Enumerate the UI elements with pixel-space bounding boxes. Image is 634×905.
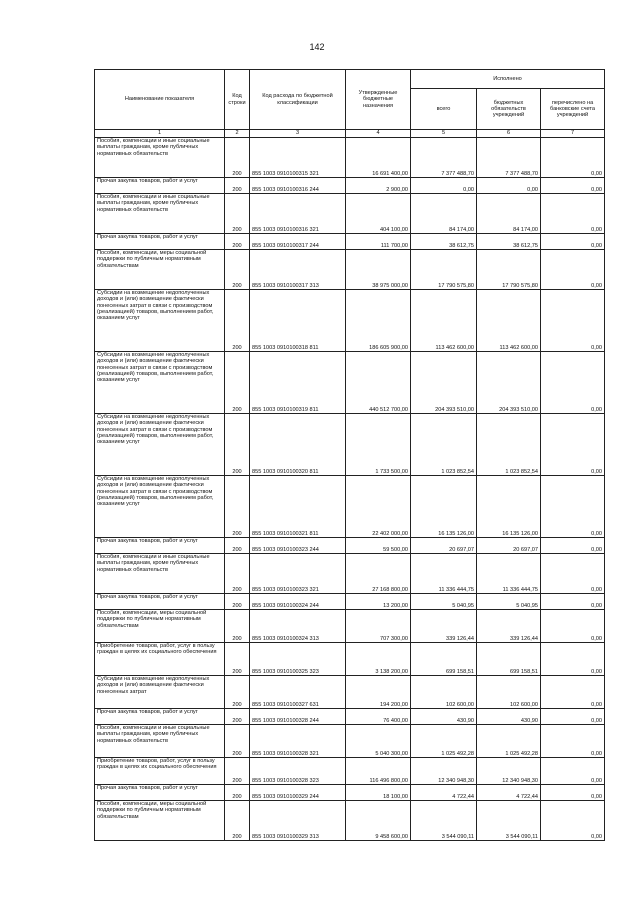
column-number: 1	[95, 130, 225, 138]
table-row	[95, 538, 605, 554]
table-row	[95, 676, 605, 709]
row-budget-cell: 17 790 575,80	[477, 250, 541, 290]
row-bank-cell: 0,00	[541, 709, 605, 725]
row-kbk-cell: 855 1003 0910100321 811	[250, 476, 346, 538]
row-budget-cell: 113 462 600,00	[477, 290, 541, 352]
header-bank-accounts: перечислено на банковские счета учреждений	[541, 89, 605, 130]
row-budget-cell: 430,90	[477, 709, 541, 725]
row-code-cell: 200	[225, 758, 250, 785]
row-kbk-cell: 855 1003 0910100328 321	[250, 725, 346, 758]
row-budget-cell: 4 722,44	[477, 785, 541, 801]
column-number: 3	[250, 130, 346, 138]
row-bank-cell: 0,00	[541, 178, 605, 194]
table-row	[95, 725, 605, 758]
row-code-cell: 200	[225, 178, 250, 194]
row-total-cell: 204 393 510,00	[411, 352, 477, 414]
header-executed: Исполнено	[411, 70, 605, 89]
row-bank-cell: 0,00	[541, 538, 605, 554]
row-approved-cell: 1 733 500,00	[346, 414, 411, 476]
row-budget-cell: 11 336 444,75	[477, 554, 541, 594]
column-number: 5	[411, 130, 477, 138]
row-bank-cell: 0,00	[541, 785, 605, 801]
row-bank-cell: 0,00	[541, 414, 605, 476]
row-budget-cell: 1 025 492,28	[477, 725, 541, 758]
row-budget-cell: 339 126,44	[477, 610, 541, 643]
row-bank-cell: 0,00	[541, 476, 605, 538]
row-total-cell: 102 600,00	[411, 676, 477, 709]
row-budget-cell: 84 174,00	[477, 194, 541, 234]
row-bank-cell: 0,00	[541, 758, 605, 785]
row-total-cell: 7 377 488,70	[411, 138, 477, 178]
row-name-cell: Прочая закупка товаров, работ и услуг	[95, 234, 225, 250]
row-bank-cell: 0,00	[541, 594, 605, 610]
row-approved-cell: 186 605 900,00	[346, 290, 411, 352]
row-kbk-cell: 855 1003 0910100325 323	[250, 643, 346, 676]
row-approved-cell: 76 400,00	[346, 709, 411, 725]
row-kbk-cell: 855 1003 0910100315 321	[250, 138, 346, 178]
table-row	[95, 290, 605, 352]
row-approved-cell: 707 300,00	[346, 610, 411, 643]
row-budget-cell: 20 697,07	[477, 538, 541, 554]
header-kbk: Код расхода по бюджетной классификации	[250, 70, 346, 130]
row-kbk-cell: 855 1003 0910100316 321	[250, 194, 346, 234]
row-code-cell: 200	[225, 414, 250, 476]
row-approved-cell: 5 040 300,00	[346, 725, 411, 758]
row-bank-cell: 0,00	[541, 194, 605, 234]
budget-execution-table	[94, 69, 605, 841]
row-budget-cell: 1 023 852,54	[477, 414, 541, 476]
row-name-cell: Субсидии на возмещение недополученных доходов и (или) возмещение фактически понесенных затрат в связи с производством (реализацией) товаров, выполнением работ, оказанием услуг	[95, 290, 225, 352]
row-budget-cell: 3 544 090,11	[477, 801, 541, 841]
row-code-cell: 200	[225, 709, 250, 725]
table-row	[95, 352, 605, 414]
header-total: всего	[411, 89, 477, 130]
row-budget-cell: 12 340 948,30	[477, 758, 541, 785]
row-code-cell: 200	[225, 234, 250, 250]
table-row	[95, 643, 605, 676]
row-budget-cell: 7 377 488,70	[477, 138, 541, 178]
row-kbk-cell: 855 1003 0910100328 244	[250, 709, 346, 725]
header-code: Код строки	[225, 70, 250, 130]
row-kbk-cell: 855 1003 0910100324 313	[250, 610, 346, 643]
row-code-cell: 200	[225, 801, 250, 841]
table-row	[95, 785, 605, 801]
row-kbk-cell: 855 1003 0910100323 244	[250, 538, 346, 554]
row-code-cell: 200	[225, 194, 250, 234]
row-name-cell: Субсидии на возмещение недополученных доходов и (или) возмещение фактически понесенных затрат в связи с производством (реализацией) товаров, выполнением работ, оказанием услуг	[95, 476, 225, 538]
row-budget-cell: 204 393 510,00	[477, 352, 541, 414]
header-approved: Утвержденные бюджетные назначения	[346, 70, 411, 130]
row-name-cell: Приобретение товаров, работ, услуг в пользу граждан в целях их социального обеспечения	[95, 643, 225, 676]
column-number: 6	[477, 130, 541, 138]
row-name-cell: Пособия, компенсации и иные социальные выплаты гражданам, кроме публичных нормативных обязательств	[95, 725, 225, 758]
row-bank-cell: 0,00	[541, 234, 605, 250]
row-bank-cell: 0,00	[541, 554, 605, 594]
row-bank-cell: 0,00	[541, 643, 605, 676]
row-bank-cell: 0,00	[541, 250, 605, 290]
row-kbk-cell: 855 1003 0910100316 244	[250, 178, 346, 194]
row-budget-cell: 102 600,00	[477, 676, 541, 709]
row-kbk-cell: 855 1003 0910100317 244	[250, 234, 346, 250]
row-budget-cell: 16 135 126,00	[477, 476, 541, 538]
row-approved-cell: 22 402 000,00	[346, 476, 411, 538]
row-bank-cell: 0,00	[541, 676, 605, 709]
row-approved-cell: 9 458 600,00	[346, 801, 411, 841]
column-number: 4	[346, 130, 411, 138]
table-row	[95, 138, 605, 178]
row-approved-cell: 18 100,00	[346, 785, 411, 801]
row-kbk-cell: 855 1003 0910100317 313	[250, 250, 346, 290]
table-row	[95, 610, 605, 643]
table-row	[95, 758, 605, 785]
table-row	[95, 178, 605, 194]
row-name-cell: Прочая закупка товаров, работ и услуг	[95, 594, 225, 610]
row-bank-cell: 0,00	[541, 801, 605, 841]
row-name-cell: Пособия, компенсации и иные социальные выплаты гражданам, кроме публичных нормативных обязательств	[95, 554, 225, 594]
table-row	[95, 414, 605, 476]
row-kbk-cell: 855 1003 0910100329 313	[250, 801, 346, 841]
table-row	[95, 250, 605, 290]
row-name-cell: Пособия, компенсации, меры социальной поддержки по публичным нормативным обязательствам	[95, 250, 225, 290]
row-approved-cell: 16 691 400,00	[346, 138, 411, 178]
row-total-cell: 113 462 600,00	[411, 290, 477, 352]
row-kbk-cell: 855 1003 0910100328 323	[250, 758, 346, 785]
column-number: 2	[225, 130, 250, 138]
table-row	[95, 554, 605, 594]
row-bank-cell: 0,00	[541, 352, 605, 414]
row-name-cell: Пособия, компенсации, меры социальной поддержки по публичным нормативным обязательствам	[95, 610, 225, 643]
row-kbk-cell: 855 1003 0910100319 811	[250, 352, 346, 414]
row-code-cell: 200	[225, 250, 250, 290]
row-code-cell: 200	[225, 554, 250, 594]
row-code-cell: 200	[225, 676, 250, 709]
row-total-cell: 3 544 090,11	[411, 801, 477, 841]
row-total-cell: 430,90	[411, 709, 477, 725]
row-total-cell: 84 174,00	[411, 194, 477, 234]
row-name-cell: Пособия, компенсации и иные социальные выплаты гражданам, кроме публичных нормативных обязательств	[95, 138, 225, 178]
header-name: Наименование показателя	[95, 70, 225, 130]
row-approved-cell: 27 168 800,00	[346, 554, 411, 594]
row-total-cell: 17 790 575,80	[411, 250, 477, 290]
header-budget-institutions: бюджетных обязательств учреждений	[477, 89, 541, 130]
row-total-cell: 339 126,44	[411, 610, 477, 643]
row-kbk-cell: 855 1003 0910100329 244	[250, 785, 346, 801]
row-code-cell: 200	[225, 138, 250, 178]
row-name-cell: Субсидии на возмещение недополученных доходов и (или) возмещение фактически понесенных затрат в связи с производством (реализацией) товаров, выполнением работ, оказанием услуг	[95, 352, 225, 414]
row-bank-cell: 0,00	[541, 725, 605, 758]
row-approved-cell: 3 138 200,00	[346, 643, 411, 676]
row-total-cell: 4 722,44	[411, 785, 477, 801]
row-code-cell: 200	[225, 594, 250, 610]
row-budget-cell: 699 158,51	[477, 643, 541, 676]
row-kbk-cell: 855 1003 0910100327 631	[250, 676, 346, 709]
row-total-cell: 699 158,51	[411, 643, 477, 676]
row-total-cell: 1 025 492,28	[411, 725, 477, 758]
row-total-cell: 38 612,75	[411, 234, 477, 250]
table-row	[95, 801, 605, 841]
page-number: 142	[309, 42, 325, 52]
row-name-cell: Прочая закупка товаров, работ и услуг	[95, 709, 225, 725]
row-kbk-cell: 855 1003 0910100320 811	[250, 414, 346, 476]
column-number: 7	[541, 130, 605, 138]
row-name-cell: Пособия, компенсации и иные социальные выплаты гражданам, кроме публичных нормативных обязательств	[95, 194, 225, 234]
row-total-cell: 1 023 852,54	[411, 414, 477, 476]
row-code-cell: 200	[225, 352, 250, 414]
row-total-cell: 0,00	[411, 178, 477, 194]
row-budget-cell: 38 612,75	[477, 234, 541, 250]
table-row	[95, 234, 605, 250]
row-approved-cell: 59 500,00	[346, 538, 411, 554]
row-bank-cell: 0,00	[541, 290, 605, 352]
row-approved-cell: 111 700,00	[346, 234, 411, 250]
row-approved-cell: 2 900,00	[346, 178, 411, 194]
row-name-cell: Прочая закупка товаров, работ и услуг	[95, 785, 225, 801]
row-code-cell: 200	[225, 610, 250, 643]
row-kbk-cell: 855 1003 0910100324 244	[250, 594, 346, 610]
row-kbk-cell: 855 1003 0910100323 321	[250, 554, 346, 594]
row-budget-cell: 0,00	[477, 178, 541, 194]
row-code-cell: 200	[225, 643, 250, 676]
row-name-cell: Прочая закупка товаров, работ и услуг	[95, 538, 225, 554]
row-budget-cell: 5 040,95	[477, 594, 541, 610]
row-approved-cell: 194 200,00	[346, 676, 411, 709]
row-code-cell: 200	[225, 290, 250, 352]
row-approved-cell: 404 100,00	[346, 194, 411, 234]
row-bank-cell: 0,00	[541, 610, 605, 643]
row-total-cell: 5 040,95	[411, 594, 477, 610]
row-total-cell: 11 336 444,75	[411, 554, 477, 594]
row-name-cell: Пособия, компенсации, меры социальной поддержки по публичным нормативным обязательствам	[95, 801, 225, 841]
row-name-cell: Приобретение товаров, работ, услуг в пользу граждан в целях их социального обеспечения	[95, 758, 225, 785]
row-approved-cell: 38 975 000,00	[346, 250, 411, 290]
row-total-cell: 12 340 948,30	[411, 758, 477, 785]
row-code-cell: 200	[225, 538, 250, 554]
row-approved-cell: 116 496 800,00	[346, 758, 411, 785]
table-row	[95, 709, 605, 725]
row-bank-cell: 0,00	[541, 138, 605, 178]
row-name-cell: Субсидии на возмещение недополученных доходов и (или) возмещение фактически понесенных затрат	[95, 676, 225, 709]
row-total-cell: 16 135 126,00	[411, 476, 477, 538]
row-name-cell: Прочая закупка товаров, работ и услуг	[95, 178, 225, 194]
row-name-cell: Субсидии на возмещение недополученных доходов и (или) возмещение фактически понесенных затрат в связи с производством (реализацией) товаров, выполнением работ, оказанием услуг	[95, 414, 225, 476]
row-total-cell: 20 697,07	[411, 538, 477, 554]
row-code-cell: 200	[225, 476, 250, 538]
table-row	[95, 194, 605, 234]
table-row	[95, 594, 605, 610]
row-code-cell: 200	[225, 785, 250, 801]
row-approved-cell: 440 512 700,00	[346, 352, 411, 414]
table-row	[95, 476, 605, 538]
row-approved-cell: 13 200,00	[346, 594, 411, 610]
row-code-cell: 200	[225, 725, 250, 758]
row-kbk-cell: 855 1003 0910100318 811	[250, 290, 346, 352]
